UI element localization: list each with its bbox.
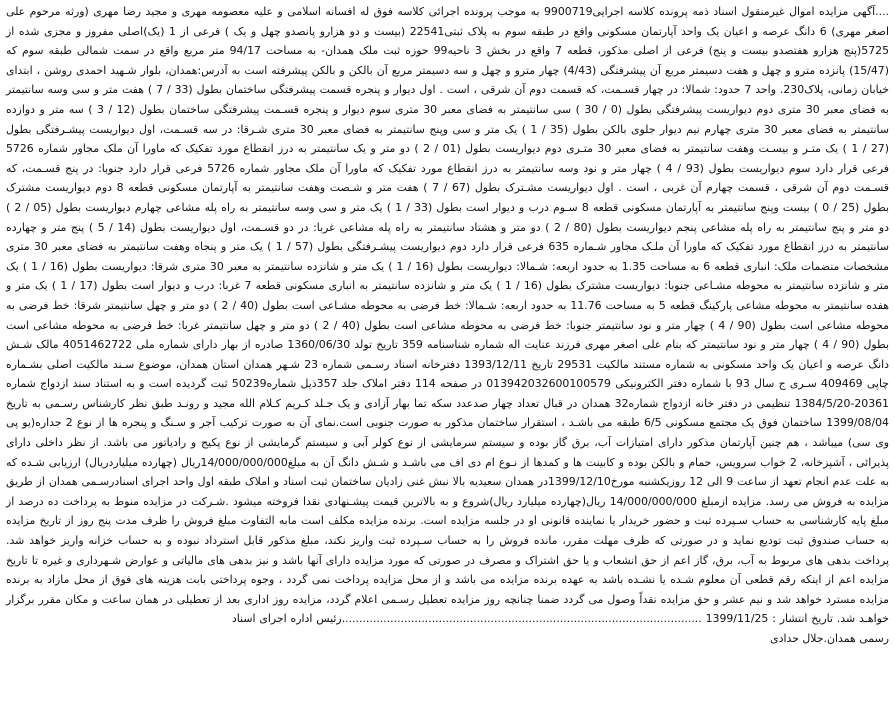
auction-notice-text: ....آگهی مزایده اموال غیرمنقول اسناد ذمه پرونده کلاسه اجرایی9900719 به موجب پرونده اجرائی کلاسه فوق له افسانه اسلامی و علیه معصومه مهری و مجید رضا مهری (ورثه مرحوم علی اصغر مهری) 6 دانگ عرصه و اعیان یک واحد آپارتمان مسکونی واقع در طبقه سوم به پلاک ثبتی22541 (بیست و دو هزارو پانصدو چهل و یک ) فرعی از 1 (یک)اصلی مفروز و مجزی شده از 5725(پنج هزارو هفتصدو بیست و پنج) فرعی از اصلی مذکور، قطعه 7 واقع در بخش 3 ناحیه99 حوزه ثبت ملک همدان- به مساحت 94/17 متر مربع واقع در سمت شمالی طبقه سوم که (15/47) پانزده مترو و چهل و هفت دسیمتر مربع آن پیشرفتگی (4/43) چهار مترو و چهل و سه دسیمتر مربع آن بالکن و بالکن پیشرفته است به آدرس:همدان، بلوار شـهید احمدی روشن ، ابتدای خیابان زمانی، پلاک230. واحد 7 حدود: شمالا: در چهار قسـمت، که قسمت دوم آن شرقی ، است . اول دیوار و پنجره قسمت پیشرفتگی ساختمان بطول (33 / 7 ) هفت متر و سی وسه سانتیمتر به فضای معبر 30 متری دوم دیواریست پیشرفتگی بطول (0 / 30 ) سی سانتیمتر به فضای معبر 30 متری سوم دیوار و پنجره قسـمت پیشرفتگی ساختمان بطول (12 / 3 ) سه متر و دوازده سانتیمتر به فضای معبر 30 متری چهارم نیم دیوار جلوی بالکن بطول (35 / 1 ) یک متر و سی وپنج سانتیمتر به فضای معبر 30 متری شـرقا: در سه قسـمت، اول دیواریست پیشـرفتگی بطول (27 / 1 ) یک متـر و بیسـت وهفت سانتیمتر به فضای معبر 30 متـری دوم دیواریست بطول (01 / 2 ) دو متر و یک سانتیمتر به درز انقطاع مورد تفکیک که ماورا آن ملک مجاور شماره 5726 فرعی قرار دارد سوم دیواریست بطول (93 / 4 ) چهار متر و نود وسه سانتیمتر به درز انقطاع مورد تفکیک که ماورا آن ملک مجاور شماره 5726 فرعی قرار دارد جنوبا: در پنج قسـمت، که قسـمت دوم آن شرقی ، قسمت چهارم آن غربی ، است . اول دیواریست مشـترک بطول (67 / 7 ) هفت متر و شـصت وهفت سانتیمتر به آپارتمان مسکونی قطعه 8 دوم دیواریست مشترک بطول (25 / 0 ) بیست وپنج سانتیمتر به آپارتمان مسکونی قطعه 8 سـوم درب و دیوار است بطول (33 / 1 ) یک متر و سی وسه سانتیمتر به راه پله مشاعی چهارم دیواریست بطول (05 / 2 ) دو متر و پنج سانتیمتر به راه پله مشاعی پنجم دیواریست بطول (80 / 2 ) دو متر و هشتاد سانتیمتر به راه پله مشاعی غربا: در دو قسـمت، اول دیواریست بطول (14 / 5 ) پنج متر و چهارده سانتیمتر به درز انقطاع مورد تفکیک که ماورا آن ملـک مجاور شـماره 635 فرعی قرار دارد دوم دیواریست پیشـرفتگی بطول (57 / 1 ) یک متر و پنجاه وهفت سانتیمتر به فضای معبر 30 متری مشخصات منضمات ملک: انباری قطعه 6 به مساحت 1.35 به حدود اربعه: شـمالا: دیواریست بطول (16 / 1 ) یک متر و شانزده سانتیمتر به معبر 30 متری شرقا: دیواریست بطول (16 / 1 ) یک متر و شانزده سانتیمتر به محوطه مشـاعی جنوبا: دیواریست مشترک بطول (16 / 1 ) یک متر و شانزده سانتیمتر به انباری مسکونی قطعه 7 غربا: درب و دیوار است بطول (17 / 1 ) یک متر و هفده سانتیمتر به محوطه مشاعی پارکینگ قطعه 5 به مساحت 11.76 به حدود اربعه: شـمالا: خط فرضی به محوطه مشـاعی است بطول (40 / 2 ) دو متر و چهل سانتیمتر شرقا: خط فرضی به محوطه مشاعی است بطول (90 / 4 ) چهار متر و نود سانتیمتر جنوبا: خط فرضی به محوطه مشاعی است بطول (40 / 2 ) دو متر و چهل سانتیمتر غربا: خط فرضی به محوطه مشاعی است بطول (90 / 4 ) چهار متر و نود سانتیمتر که بنام علی اصغر مهری فرزند عنایت اله شماره شناسنامه 359 تاریخ تولد 1360/06/30 صادره از بهار دارای شماره ملی 4051462722 مالک شـش دانگ عرصه و اعیان یک واحد مسکونی به شماره مستند مالکیت 29531 تاریخ 1393/12/11 دفترخانه اسناد رسـمی شماره 23 شـهر همدان استان همدان، موضوع سـند مالکیت اصلی بشـماره چاپی 409469 سـری ج سال 93 با شماره دفتر الکترونیکی 013942032600100579 در صفحه 114 دفتر املاک جلد 357ذیل شماره50239 ثبت گردیده است و به استناد سند ازدواج شماره 20361-1384/5/20 تنظیمی در دفتر خانه ازدواج شماره32 همدان در قبال تعداد چهار صدعدد سکه تما بهار آزادی و یک جـلد کـریم کـلام الله مجید و رونـد طبق نظر کارشناس رسـمی به تاریخ 1399/08/04 ساختمان فوق یک مجتمع مسکونی 6/5 طبقه می باشـد ، استقرار ساختمان مذکور به صورت جنوبی است.نمای آن به صورت ترکیب آجر و سـنگ و پنجره ها از نوع 2 جداره(یو پی وی سی) میباشد ، هم چنین آپارتمان مذکور دارای امتیازات آب، برق گاز بوده و سیستم سرمایشی از نوع کولر آبی و سیستم گرمایشی از نوع پکیج و رادیاتور می باشد. از نظر داخلی دارای پذیرائی ، آشپزخانه، 2 خواب سرویس، حمام و بالکن بوده و کابینت ها و کمدها از نـوع ام دی اف می باشـد و شـش دانگ آن به مبلغ14/000/000/000ریال (چهارده میلیاردریال) ارزیابی شـده که به علت عدم انجام تعهد از ساعت 9 الی 12 روزیکشنبه مورخ1399/12/10در همدان سعیدیه بالا نبش غنی زادیان ساختمان ثبت اسناد و املاک طبقه اول واحد اجرای اسنادرسـمی همدان از طریق مزایده به فروش می رسد. مزایده ازمبلغ 14/000/000/000 ریال(چهارده میلیارد ریال)شروع و به بالاترین قیمت پیشـنهادی نقدا فروخته میشود .شـرکت در مزایده منوط به پرداخت ده درصد از مبلغ پایه کارشناسی به حساب سـپرده ثبت و حضور خریدار یا نماینده قانونی او در جلسه مزایده است. برنده مزایده مکلف است مابه التفاوت مبلغ فروش را ظرف مدت پنج روز از تاریخ مزایده به حساب صندوق ثبت تودیع نماید و در صورتی که ظرف مهلت مقرر، مانده فروش را به حساب سـپرده ثبت واریز نکند، مبلغ مذکور قابل استرداد نبوده و به حساب خزانه واریز خواهد شد. پرداخت بدهی های مربوط به آب، برق، گاز اعم از حق انشعاب و یا حق اشتراک و مصرف در صورتی که مورد مزایده دارای آنها باشد و نیز بدهی های مالیاتی و عوارض شـهرداری و غیره تا تاریخ مزایده اعم از اینکه رقم قطعی آن معلوم شـده یا نشـده باشد به عهده برنده مزایده می باشد و از محل مزایده پرداخت نمی گردد ، وجوه پرداختی بابت هزینه های فوق از محل مازاد به برنده مزایده مسترد خواهد شد و نیم عشر و حق مزایده نقداً وصول می گردد ضمنا چنانچه روز مزایده تعطیل رسـمی اعلام گردد، مزایده روز اداری بعد از تعطیلی در همان ساعت و مکان مقرر برگزار خواهـد شد. تاریخ انتشار : 1399/11/25 ........................................................................................................رئیس اداره اجرای اسناد [6, 5, 890, 626]
notice-signature: رسمی همدان.جلال حدادی [770, 632, 889, 645]
